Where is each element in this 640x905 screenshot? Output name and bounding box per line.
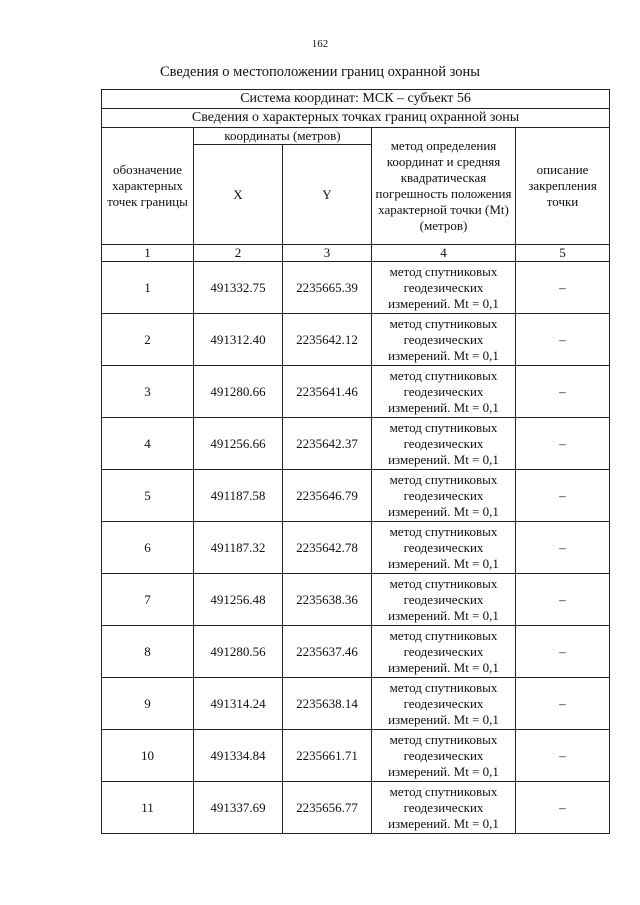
method-cell: метод спутниковых геодезических измерений. Mt = 0,1 [372,522,516,574]
table-row [102,626,610,678]
y-coordinate-cell: 2235638.36 [283,574,372,626]
table-row [102,366,610,418]
method-cell: метод спутниковых геодезических измерений. Mt = 0,1 [372,626,516,678]
point-cell: 10 [102,730,194,782]
y-coordinate-cell: 2235642.78 [283,522,372,574]
table-row [102,418,610,470]
section-title-cell: Сведения о характерных точках границ охранной зоны [102,109,610,128]
table-header-row-columns [102,128,610,145]
table-row [102,574,610,626]
method-cell: метод спутниковых геодезических измерений. Mt = 0,1 [372,678,516,730]
header-x: X [194,145,283,245]
method-cell: метод спутниковых геодезических измерений. Mt = 0,1 [372,314,516,366]
coordinate-system-cell: Система координат: МСК – субъект 56 [102,90,610,109]
table-header-row-section [102,109,610,128]
point-cell: 8 [102,626,194,678]
x-coordinate-cell: 491280.56 [194,626,283,678]
y-coordinate-cell: 2235642.12 [283,314,372,366]
header-method: метод определения координат и средняя квадратическая погрешность положения характерной точки (Mt) (метров) [372,128,516,245]
table-row [102,262,610,314]
x-coordinate-cell: 491187.58 [194,470,283,522]
table-row [102,782,610,834]
point-cell: 7 [102,574,194,626]
y-coordinate-cell: 2235661.71 [283,730,372,782]
header-y: Y [283,145,372,245]
point-cell: 11 [102,782,194,834]
point-cell: 1 [102,262,194,314]
table-row [102,730,610,782]
header-coordinates: координаты (метров) [194,128,372,145]
y-coordinate-cell: 2235646.79 [283,470,372,522]
column-number: 3 [283,245,372,262]
description-cell: – [516,782,610,834]
x-coordinate-cell: 491256.66 [194,418,283,470]
x-coordinate-cell: 491187.32 [194,522,283,574]
description-cell: – [516,574,610,626]
description-cell: – [516,522,610,574]
method-cell: метод спутниковых геодезических измерений. Mt = 0,1 [372,470,516,522]
description-cell: – [516,730,610,782]
x-coordinate-cell: 491280.66 [194,366,283,418]
point-cell: 3 [102,366,194,418]
x-coordinate-cell: 491334.84 [194,730,283,782]
description-cell: – [516,314,610,366]
description-cell: – [516,678,610,730]
point-cell: 4 [102,418,194,470]
column-number: 1 [102,245,194,262]
point-cell: 2 [102,314,194,366]
method-cell: метод спутниковых геодезических измерений. Mt = 0,1 [372,574,516,626]
x-coordinate-cell: 491256.48 [194,574,283,626]
y-coordinate-cell: 2235665.39 [283,262,372,314]
description-cell: – [516,626,610,678]
x-coordinate-cell: 491312.40 [194,314,283,366]
table-header-row-system [102,90,610,109]
y-coordinate-cell: 2235638.14 [283,678,372,730]
y-coordinate-cell: 2235637.46 [283,626,372,678]
method-cell: метод спутниковых геодезических измерений. Mt = 0,1 [372,366,516,418]
table-row [102,314,610,366]
header-point-designation: обозначение характерных точек границы [102,128,194,245]
method-cell: метод спутниковых геодезических измерений. Mt = 0,1 [372,262,516,314]
x-coordinate-cell: 491332.75 [194,262,283,314]
column-number: 4 [372,245,516,262]
coordinates-table [101,89,610,834]
page-number: 162 [311,38,329,50]
document-title: Сведения о местоположении границ охранной зоны [159,64,480,80]
description-cell: – [516,366,610,418]
method-cell: метод спутниковых геодезических измерений. Mt = 0,1 [372,418,516,470]
column-number: 2 [194,245,283,262]
point-cell: 9 [102,678,194,730]
y-coordinate-cell: 2235656.77 [283,782,372,834]
description-cell: – [516,418,610,470]
y-coordinate-cell: 2235642.37 [283,418,372,470]
point-cell: 5 [102,470,194,522]
method-cell: метод спутниковых геодезических измерений. Mt = 0,1 [372,730,516,782]
point-cell: 6 [102,522,194,574]
header-description: описание закрепления точки [516,128,610,245]
x-coordinate-cell: 491314.24 [194,678,283,730]
column-numbers-row [102,245,610,262]
table-row [102,470,610,522]
method-cell: метод спутниковых геодезических измерений. Mt = 0,1 [372,782,516,834]
description-cell: – [516,470,610,522]
table-row [102,678,610,730]
x-coordinate-cell: 491337.69 [194,782,283,834]
column-number: 5 [516,245,610,262]
description-cell: – [516,262,610,314]
y-coordinate-cell: 2235641.46 [283,366,372,418]
table-row [102,522,610,574]
